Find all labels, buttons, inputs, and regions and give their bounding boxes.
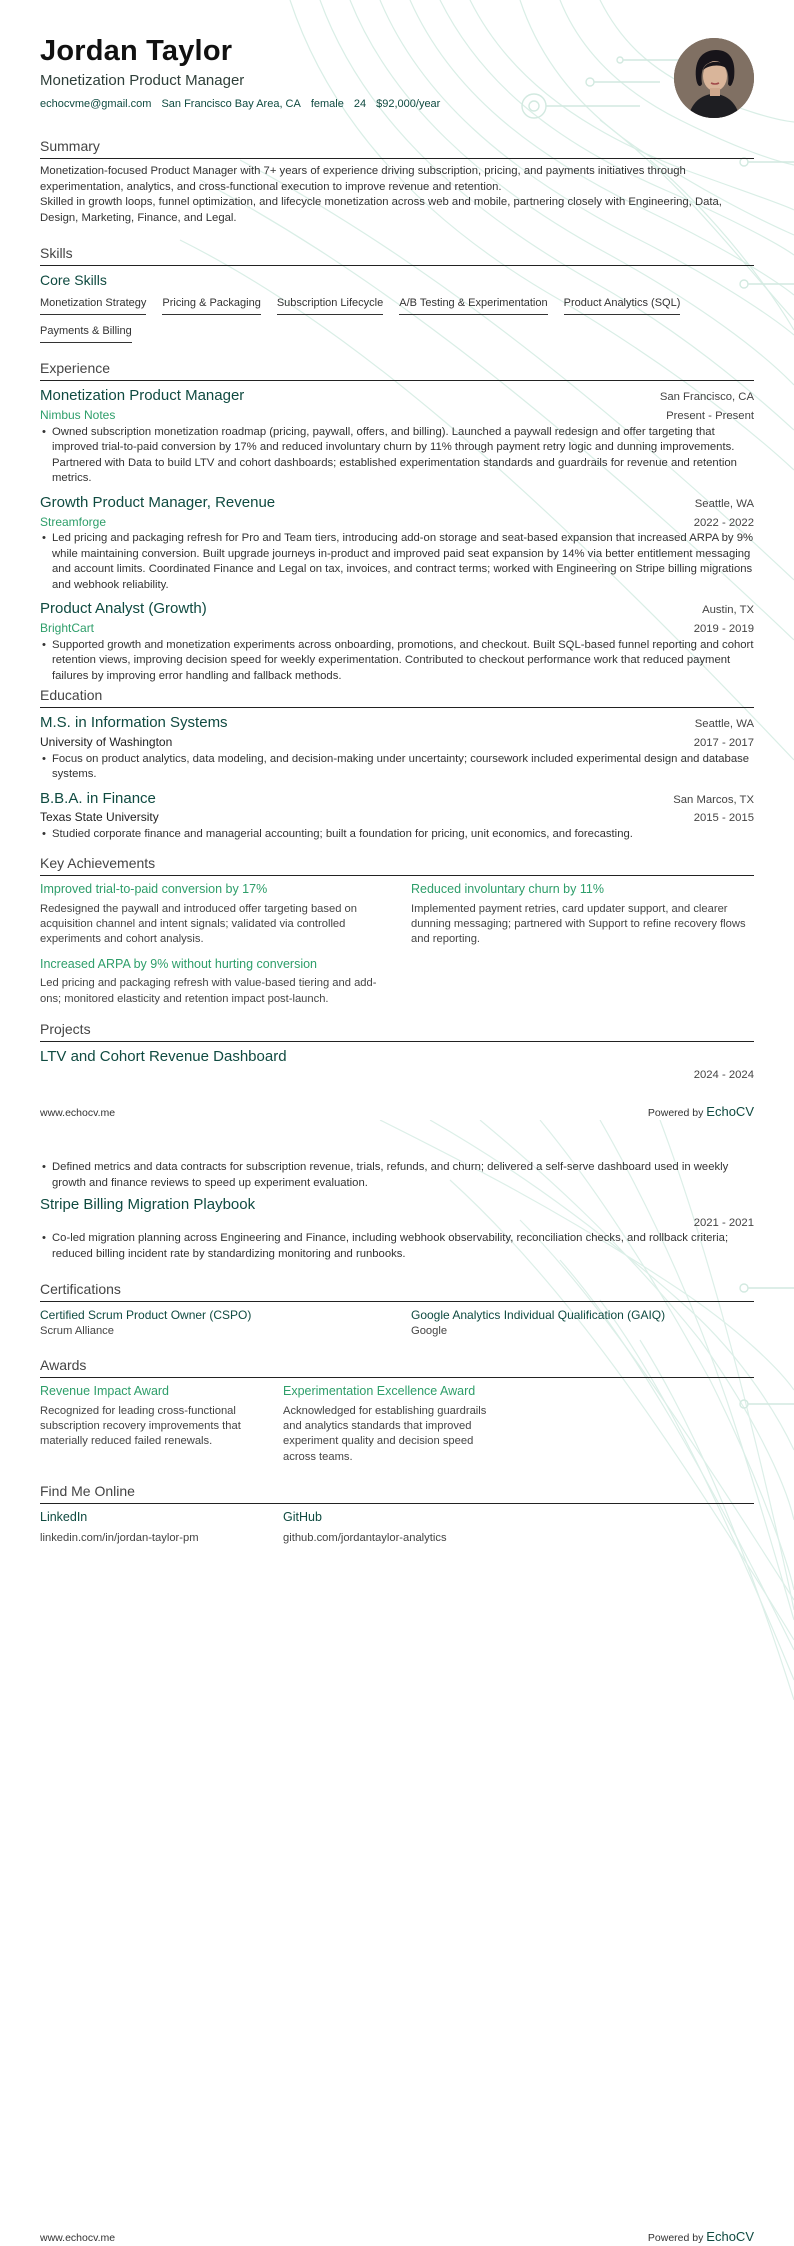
job-bullet: • Owned subscription monetization roadmap (pricing, paywall, offers, and billing). Launched a paywall redesign and offer targeting that improved trial-to-paid conversion by 17% and reduced involuntary churn by 11% through payment retry logic and dunning improvements. Partnered with Data to build LTV and cohort dashboards; established experimentation standards and guardrails for revenue and retention metrics. xyxy=(42,425,737,485)
job-location: Austin, TX xyxy=(702,604,754,617)
online-item-linkedin xyxy=(40,1509,255,1546)
page-footer xyxy=(40,2228,754,2246)
contact-email[interactable]: echocvme@gmail.com xyxy=(40,97,152,110)
skills-section xyxy=(40,244,754,343)
skill-tag: Monetization Strategy xyxy=(40,296,146,315)
project-dates: 2021 - 2021 xyxy=(693,1216,754,1229)
achievement-title: Increased ARPA by 9% without hurting conversion xyxy=(40,956,318,971)
section-title-skills: Skills xyxy=(40,244,754,266)
summary-paragraph: Skilled in growth loops, funnel optimization, and lifecycle monetization across web and mobile, partnering closely with Engineering, Data, Design, Marketing, Finance, and Legal. xyxy=(40,196,722,225)
echocv-brand[interactable]: EchoCV xyxy=(706,1104,754,1119)
section-title-experience: Experience xyxy=(40,359,754,381)
job-bullet: • Supported growth and monetization experiments across onboarding, promotions, and checkout. Built SQL-based funnel reporting and cohort retention views, improving decision speed for weekly experimentation. Contributed to checkout performance work that reduced payment failures by improving error handling and fallback methods. xyxy=(42,638,754,682)
job-title: Growth Product Manager, Revenue xyxy=(40,493,276,511)
avatar xyxy=(674,38,754,118)
school-name: University of Washington xyxy=(40,735,173,749)
online-item-github xyxy=(283,1509,498,1546)
section-title-awards: Awards xyxy=(40,1356,754,1378)
contact-location: San Francisco Bay Area, CA xyxy=(161,97,301,110)
award-title: Experimentation Excellence Award xyxy=(283,1384,476,1399)
skill-tag: Subscription Lifecycle xyxy=(277,296,383,315)
achievement-desc: Led pricing and packaging refresh with value-based tiering and add-ons; monitored elasticity and retention impact post-launch. xyxy=(40,977,377,1005)
school-name: Texas State University xyxy=(40,810,159,825)
company-name: Nimbus Notes xyxy=(40,408,116,422)
candidate-title: Monetization Product Manager xyxy=(40,71,245,89)
resume-page-1 xyxy=(0,0,794,1120)
skill-tag: Product Analytics (SQL) xyxy=(564,296,681,315)
footer-site-link[interactable]: www.echocv.me xyxy=(40,2232,116,2244)
project-bullet: • Co-led migration planning across Engineering and Finance, including webhook observability, reconciliation checks, and rollback criteria; reduced billing incident rate by standardizing monitoring and runbooks. xyxy=(42,1232,729,1260)
job-location: Seattle, WA xyxy=(694,497,754,510)
certifications-section xyxy=(40,1280,754,1339)
job-dates: 2022 - 2022 xyxy=(693,516,754,529)
contact-age: 24 xyxy=(353,97,367,110)
degree-title: B.B.A. in Finance xyxy=(40,789,156,807)
projects-section-continued xyxy=(40,1160,754,1263)
resume-header xyxy=(40,36,754,112)
achievement-item xyxy=(40,956,383,1007)
summary-paragraph: Monetization-focused Product Manager with 7+ years of experience driving subscription, pricing, and payments initiatives through experimentation, analytics, and cross-functional execution to improve revenue and retention. xyxy=(40,165,686,193)
achievement-title: Improved trial-to-paid conversion by 17% xyxy=(40,882,268,897)
award-item xyxy=(283,1383,498,1465)
skill-tag: Pricing & Packaging xyxy=(162,296,260,315)
skills-list xyxy=(40,296,754,343)
project-dates: 2024 - 2024 xyxy=(693,1069,754,1081)
contact-gender: female xyxy=(310,97,344,110)
certification-title: Google Analytics Individual Qualification (GAIQ) xyxy=(411,1308,666,1323)
project-title: LTV and Cohort Revenue Dashboard xyxy=(40,1048,287,1066)
experience-entry xyxy=(40,493,754,594)
certification-item xyxy=(411,1307,754,1339)
achievement-desc: Implemented payment retries, card updater support, and clearer dunning messaging; partnered with Support to refine recovery flows and reporting. xyxy=(411,902,746,946)
job-title: Product Analyst (Growth) xyxy=(40,600,207,618)
online-section xyxy=(40,1482,754,1546)
skill-tag: Payments & Billing xyxy=(40,324,132,343)
education-section xyxy=(40,686,754,843)
footer-site-link[interactable]: www.echocv.me xyxy=(40,1107,116,1119)
echocv-brand[interactable]: EchoCV xyxy=(706,2229,754,2244)
page-footer xyxy=(40,1103,754,1120)
job-bullet: • Led pricing and packaging refresh for Pro and Team tiers, introducing add-on storage and seat-based expansion that increased ARPA by 9% while maintaining conversion. Built upgrade journeys in-product and improved paid seat expansion by 14% via better entitlement messaging and account limits. Coordinated Finance and Legal on tax, invoices, and contract terms; worked with Engineering on Stripe billing migrations and webhook reliability. xyxy=(42,532,754,591)
job-location: San Francisco, CA xyxy=(659,391,754,404)
education-entry xyxy=(40,789,754,843)
degree-title: M.S. in Information Systems xyxy=(40,714,228,732)
job-dates: 2019 - 2019 xyxy=(693,623,754,636)
contact-salary: $92,000/year xyxy=(376,97,441,110)
certification-title: Certified Scrum Product Owner (CSPO) xyxy=(40,1308,252,1323)
powered-by: Powered by EchoCV xyxy=(647,2229,754,2244)
avatar-portrait-icon xyxy=(674,38,754,118)
resume-page-2 xyxy=(0,1120,794,2246)
experience-entry xyxy=(40,386,754,487)
job-dates: Present - Present xyxy=(666,410,754,422)
school-location: San Marcos, TX xyxy=(673,793,754,806)
achievement-item xyxy=(411,881,754,948)
education-entry xyxy=(40,713,754,782)
school-location: Seattle, WA xyxy=(694,718,754,731)
award-title: Revenue Impact Award xyxy=(40,1384,170,1399)
github-link[interactable]: github.com/jordantaylor-analytics xyxy=(283,1531,447,1544)
education-bullet: • Focus on product analytics, data modeling, and decision-making under uncertainty; coursework included experimental design and database systems. xyxy=(42,752,750,781)
experience-entry xyxy=(40,599,754,684)
project-title: Stripe Billing Migration Playbook xyxy=(40,1196,256,1214)
certification-issuer: Google xyxy=(411,1324,448,1337)
certification-item xyxy=(40,1307,383,1339)
summary-section xyxy=(40,137,754,227)
linkedin-link[interactable]: linkedin.com/in/jordan-taylor-pm xyxy=(40,1531,199,1544)
job-title: Monetization Product Manager xyxy=(40,387,245,405)
project-bullet: • Defined metrics and data contracts for subscription revenue, trials, refunds, and churn; delivered a self-serve dashboard used in weekly growth and finance reviews to speed up experiment evaluation. xyxy=(42,1161,729,1189)
section-title-education: Education xyxy=(40,686,754,708)
projects-section xyxy=(40,1020,754,1084)
achievements-section xyxy=(40,854,754,1007)
section-title-achievements: Key Achievements xyxy=(40,854,754,876)
education-dates: 2015 - 2015 xyxy=(693,812,754,825)
section-title-projects: Projects xyxy=(40,1020,754,1042)
powered-by: Powered by EchoCV xyxy=(647,1104,754,1119)
company-name: BrightCart xyxy=(40,621,95,636)
company-name: Streamforge xyxy=(40,514,107,529)
achievement-item xyxy=(40,881,383,948)
certification-issuer: Scrum Alliance xyxy=(40,1324,114,1337)
linkedin-label: LinkedIn xyxy=(40,1510,88,1525)
contact-line xyxy=(40,97,754,112)
award-desc: Acknowledged for establishing guardrails and analytics standards that improved experiment quality and decision speed across teams. xyxy=(283,1404,487,1463)
skills-group-title: Core Skills xyxy=(40,272,107,289)
skill-tag: A/B Testing & Experimentation xyxy=(399,296,547,315)
section-title-certifications: Certifications xyxy=(40,1280,754,1302)
candidate-name: Jordan Taylor xyxy=(40,35,233,67)
education-dates: 2017 - 2017 xyxy=(693,737,754,749)
award-item xyxy=(40,1383,255,1465)
experience-section xyxy=(40,359,754,684)
github-label: GitHub xyxy=(283,1510,322,1525)
awards-section xyxy=(40,1356,754,1465)
education-bullet: • Studied corporate finance and managerial accounting; built a foundation for pricing, unit economics, and forecasting. xyxy=(42,828,633,840)
achievement-title: Reduced involuntary churn by 11% xyxy=(411,882,604,897)
section-title-online: Find Me Online xyxy=(40,1482,754,1504)
achievement-desc: Redesigned the paywall and introduced offer targeting based on acquisition channel and intent signals; validated via controlled experiments and cohort analysis. xyxy=(40,902,357,946)
award-desc: Recognized for leading cross-functional subscription recovery improvements that materially reduced failed renewals. xyxy=(40,1404,241,1448)
section-title-summary: Summary xyxy=(40,137,754,159)
